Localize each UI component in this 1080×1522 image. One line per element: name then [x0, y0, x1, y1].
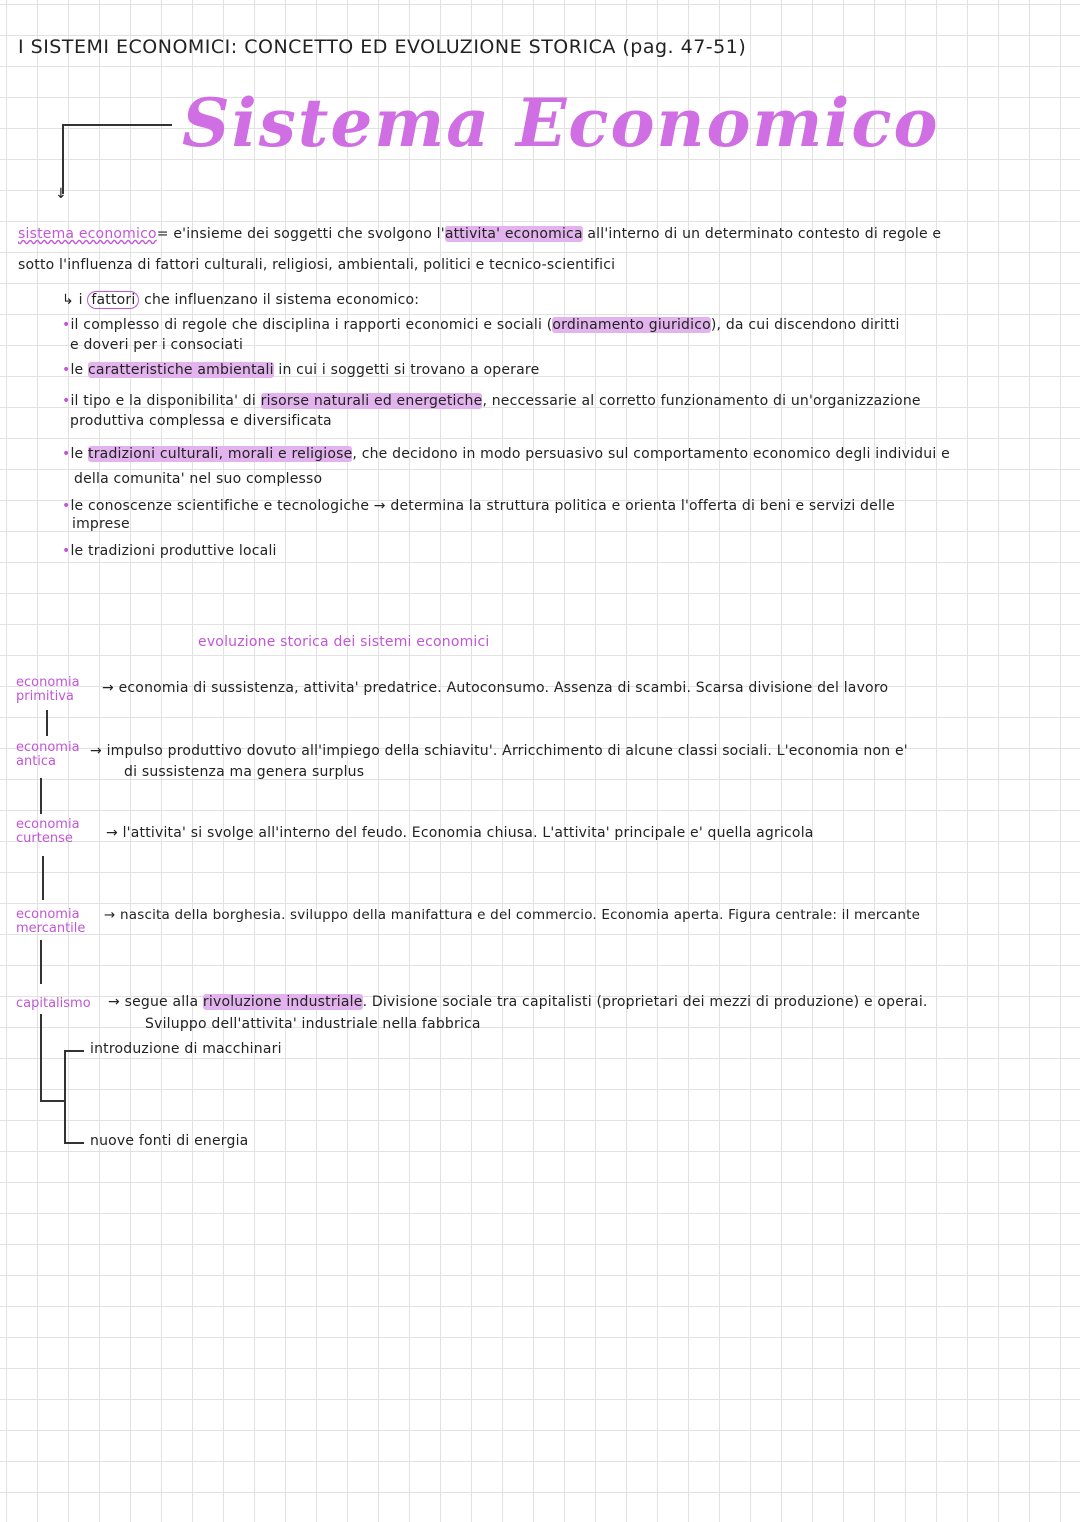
- stage-text: → economia di sussistenza, attivita' predatrice. Autoconsumo. Assenza di scambi. Scarsa divisione del lavoro: [102, 680, 889, 696]
- factor-item: •il complesso di regole che disciplina i rapporti economici e sociali (ordinamento giuridico), da cui discendono diritti: [62, 317, 900, 333]
- factor-item-cont: produttiva complessa e diversificata: [70, 413, 332, 429]
- branch-connector: [64, 1142, 84, 1144]
- factor-item: •le caratteristiche ambientali in cui i soggetti si trovano a operare: [62, 362, 540, 378]
- branch-item: introduzione di macchinari: [90, 1041, 282, 1057]
- definition-line-1: sistema economico= e'insieme dei soggetti che svolgono l'attivita' economica all'interno di un determinato contesto di regole e: [18, 226, 942, 242]
- stage-label: economia antica: [16, 740, 80, 769]
- stage-text: → nascita della borghesia. sviluppo della manifattura e del commercio. Economia aperta. Figura centrale: il mercante: [104, 907, 921, 923]
- stage-text: → segue alla rivoluzione industriale. Divisione sociale tra capitalisti (proprietari dei mezzi di produzione) e operai.: [108, 994, 928, 1010]
- stage-label: economia primitiva: [16, 675, 80, 704]
- factor-item: •le conoscenze scientifiche e tecnologiche → determina la struttura politica e orienta l'offerta di beni e servizi delle: [62, 498, 895, 514]
- branch-connector: [64, 1050, 84, 1052]
- factor-item: •il tipo e la disponibilita' di risorse naturali ed energetiche, neccessarie al corretto funzionamento di un'organizzazione: [62, 393, 921, 409]
- definition-line-2: sotto l'influenza di fattori culturali, religiosi, ambientali, politici e tecnico-scientifici: [18, 257, 616, 273]
- arrow-down-icon: ↓: [55, 186, 67, 202]
- factor-item-cont: e doveri per i consociati: [70, 337, 244, 353]
- timeline-connector: [42, 856, 44, 900]
- branch-item: nuove fonti di energia: [90, 1133, 249, 1149]
- stage-text: → l'attivita' si svolge all'interno del feudo. Economia chiusa. L'attivita' principale e' quella agricola: [106, 825, 814, 841]
- stage-text: → impulso produttivo dovuto all'impiego della schiavitu'. Arricchimento di alcune classi sociali. L'economia non e': [90, 743, 908, 759]
- factors-intro: ↳ i fattori che influenzano il sistema economico:: [62, 292, 420, 308]
- evolution-heading: evoluzione storica dei sistemi economici: [198, 634, 490, 650]
- stage-label: economia mercantile: [16, 907, 86, 936]
- title-connector: [62, 124, 172, 126]
- branch-connector: [40, 1100, 64, 1102]
- stage-label: economia curtense: [16, 817, 80, 846]
- branch-connector: [40, 1014, 42, 1100]
- stage-text-cont: di sussistenza ma genera surplus: [124, 764, 365, 780]
- timeline-connector: [46, 710, 48, 736]
- branch-connector: [64, 1050, 66, 1142]
- timeline-connector: [40, 778, 42, 814]
- stage-label: capitalismo: [16, 996, 91, 1011]
- factor-item: •le tradizioni produttive locali: [62, 543, 277, 559]
- factor-item-cont: imprese: [72, 516, 130, 532]
- timeline-connector: [40, 940, 42, 984]
- page-title: Sistema Economico: [182, 84, 940, 162]
- page-header: I SISTEMI ECONOMICI: CONCETTO ED EVOLUZIONE STORICA (pag. 47-51): [18, 36, 747, 58]
- factor-item-cont: della comunita' nel suo complesso: [74, 471, 323, 487]
- factor-item: •le tradizioni culturali, morali e religiose, che decidono in modo persuasivo sul comportamento economico degli individui e: [62, 446, 950, 462]
- stage-text-cont: Sviluppo dell'attivita' industriale nella fabbrica: [145, 1016, 481, 1032]
- title-connector: [62, 124, 64, 194]
